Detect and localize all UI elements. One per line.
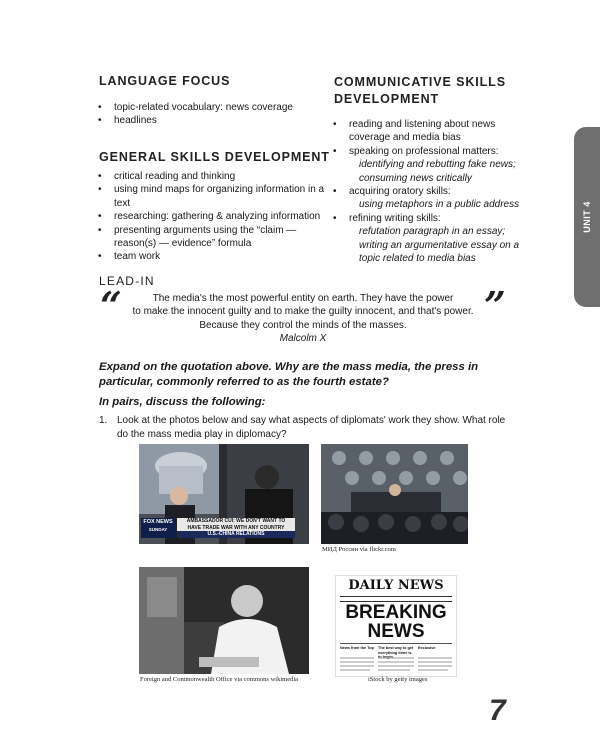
newspaper-text-lines	[340, 656, 452, 676]
unit-tab-label: UNIT 4	[582, 201, 592, 233]
communicative-skills-list	[333, 118, 523, 265]
task-text: Look at the photos below and say what aspects of diplomats' work they show. What role do the mass media play in diplomacy?	[117, 415, 506, 440]
list-item: • acquiring oratory skills: using metaphors in a public address	[333, 185, 523, 212]
language-focus-list	[98, 101, 318, 128]
task-number: 1.	[99, 415, 108, 426]
quote-author: Malcolm X	[279, 332, 327, 344]
open-quote-icon: “	[100, 283, 122, 328]
discussion-question: Expand on the quotation above. Why are the mass media, the press in particular, commonly referred to as the fourth estate?	[99, 361, 479, 388]
office-photo	[139, 567, 309, 674]
list-item: • critical reading and thinking	[98, 170, 326, 183]
list-item: • team work	[98, 250, 326, 263]
unit-tab	[574, 127, 600, 307]
fox-news-logo: FOX NEWS SUNDAY	[141, 518, 175, 538]
newspaper-column-title: Exclusive	[418, 646, 436, 650]
general-skills-title: GENERAL SKILLS DEVELOPMENT	[99, 150, 330, 164]
list-item: • researching: gathering & analyzing information	[98, 210, 326, 223]
list-item: • speaking on professional matters: identifying and rebutting fake news; consuming news critically	[333, 145, 523, 185]
un-photo-caption: МИД России via flickr.com	[322, 546, 396, 553]
newspaper-column-title: News from the Top	[340, 646, 374, 650]
column-rule	[340, 643, 452, 644]
list-item: • topic-related vocabulary: news coverage	[98, 101, 318, 114]
list-item: • using mind maps for organizing information in a text	[98, 183, 326, 210]
page-number: 7	[489, 694, 506, 727]
newspaper-masthead: DAILY NEWS	[348, 578, 444, 593]
office-photo-caption: Foreign and Commonwealth Office via commons wikimedia	[140, 676, 299, 683]
close-quote-icon: ”	[484, 283, 506, 328]
list-item: • headlines	[98, 114, 318, 127]
newspaper-column-title: The best way to get everything done is to begin	[378, 646, 414, 659]
un-scene	[321, 444, 468, 544]
un-photo	[321, 444, 468, 544]
fox-news-photo	[139, 444, 309, 544]
news-banner: AMBASSADOR CUI: WE DON'T WANT TO HAVE TRADE WAR WITH ANY COUNTRY U.S.-CHINA RELATIONS	[177, 518, 295, 538]
general-skills-list	[98, 170, 326, 264]
pairs-prompt: In pairs, discuss the following:	[99, 396, 266, 408]
communicative-skills-title: COMMUNICATIVE SKILLS DEVELOPMENT	[334, 75, 506, 106]
office-scene	[139, 567, 309, 674]
list-item: • presenting arguments using the “claim — reason(s) — evidence” formula	[98, 224, 326, 251]
lead-in-title: LEAD-IN	[99, 274, 155, 288]
list-item: • reading and listening about news coverage and media bias	[333, 118, 523, 145]
newspaper-image	[335, 575, 457, 677]
language-focus-title: LANGUAGE FOCUS	[99, 74, 231, 88]
quotation: The media's the most powerful entity on earth. They have the power to make the innocent guilty and to make the guilty innocent, and that's power. Because they control the minds of the masses. Malcolm X	[128, 292, 478, 345]
list-item: • refining writing skills: refutation paragraph in an essay; writing an argumentative essay on a topic related to media bias	[333, 212, 523, 266]
breaking-news-headline: BREAKING NEWS	[345, 602, 447, 642]
newspaper-caption: iStock by getty images	[368, 676, 428, 683]
